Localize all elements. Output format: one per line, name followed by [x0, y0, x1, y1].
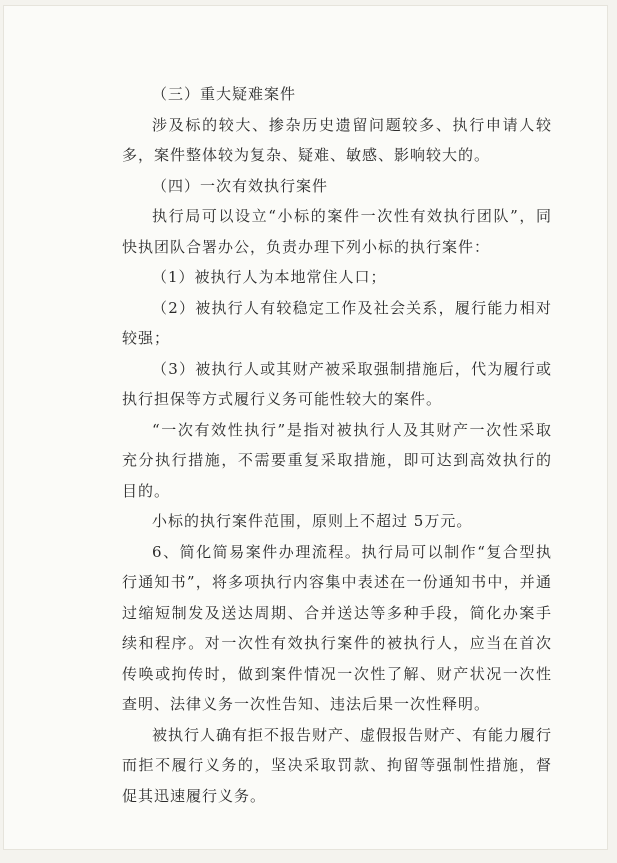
list-item-2: （2）被执行人有较稳定工作及社会关系，履行能力相对较强；	[122, 298, 552, 347]
enforcement-paragraph: 被执行人确有拒不报告财产、虚假报告财产、有能力履行而拒不履行义务的，坚决采取罚款、拘留等强制性措施，督促其迅速履行义务。	[122, 725, 553, 805]
paragraph: 执行局可以设立“小标的案件一次性有效执行团队”，同快执团队合署办公，负责办理下列小标的执行案件：	[122, 207, 552, 256]
definition-paragraph: “一次有效性执行”是指对被执行人及其财产一次性采取充分执行措施，不需要重复采取措施，即可达到高效执行的目的。	[122, 420, 552, 500]
section-heading-3: （三）重大疑难案件	[152, 85, 297, 103]
scope-paragraph: 小标的执行案件范围，原则上不超过 5万元。	[152, 512, 473, 530]
list-item-1: （1）被执行人为本地常住人口；	[152, 268, 387, 286]
list-item-3: （3）被执行人或其财产被采取强制措施后，代为履行或执行担保等方式履行义务可能性较大的案件。	[122, 359, 552, 408]
section-heading-4: （四）一次有效执行案件	[152, 176, 329, 195]
document-page	[4, 6, 607, 849]
document-body	[122, 79, 552, 811]
paragraph: 涉及标的较大、掺杂历史遗留问题较多、执行申请人较多，案件整体较为复杂、疑难、敏感、影响较大的。	[122, 115, 552, 164]
process-paragraph: 6、简化简易案件办理流程。执行局可以制作“复合型执行通知书”，将多项执行内容集中表述在一份通知书中，并通过缩短制发及送达周期、合并送达等多种手段，简化办案手续和程序。对一次性有效执行案件的被执行人，应当在首次传唤或拘传时，做到案件情况一次性了解、财产状况一次性查明、法律义务一次性告知、违法后果一次性释明。	[122, 542, 552, 713]
